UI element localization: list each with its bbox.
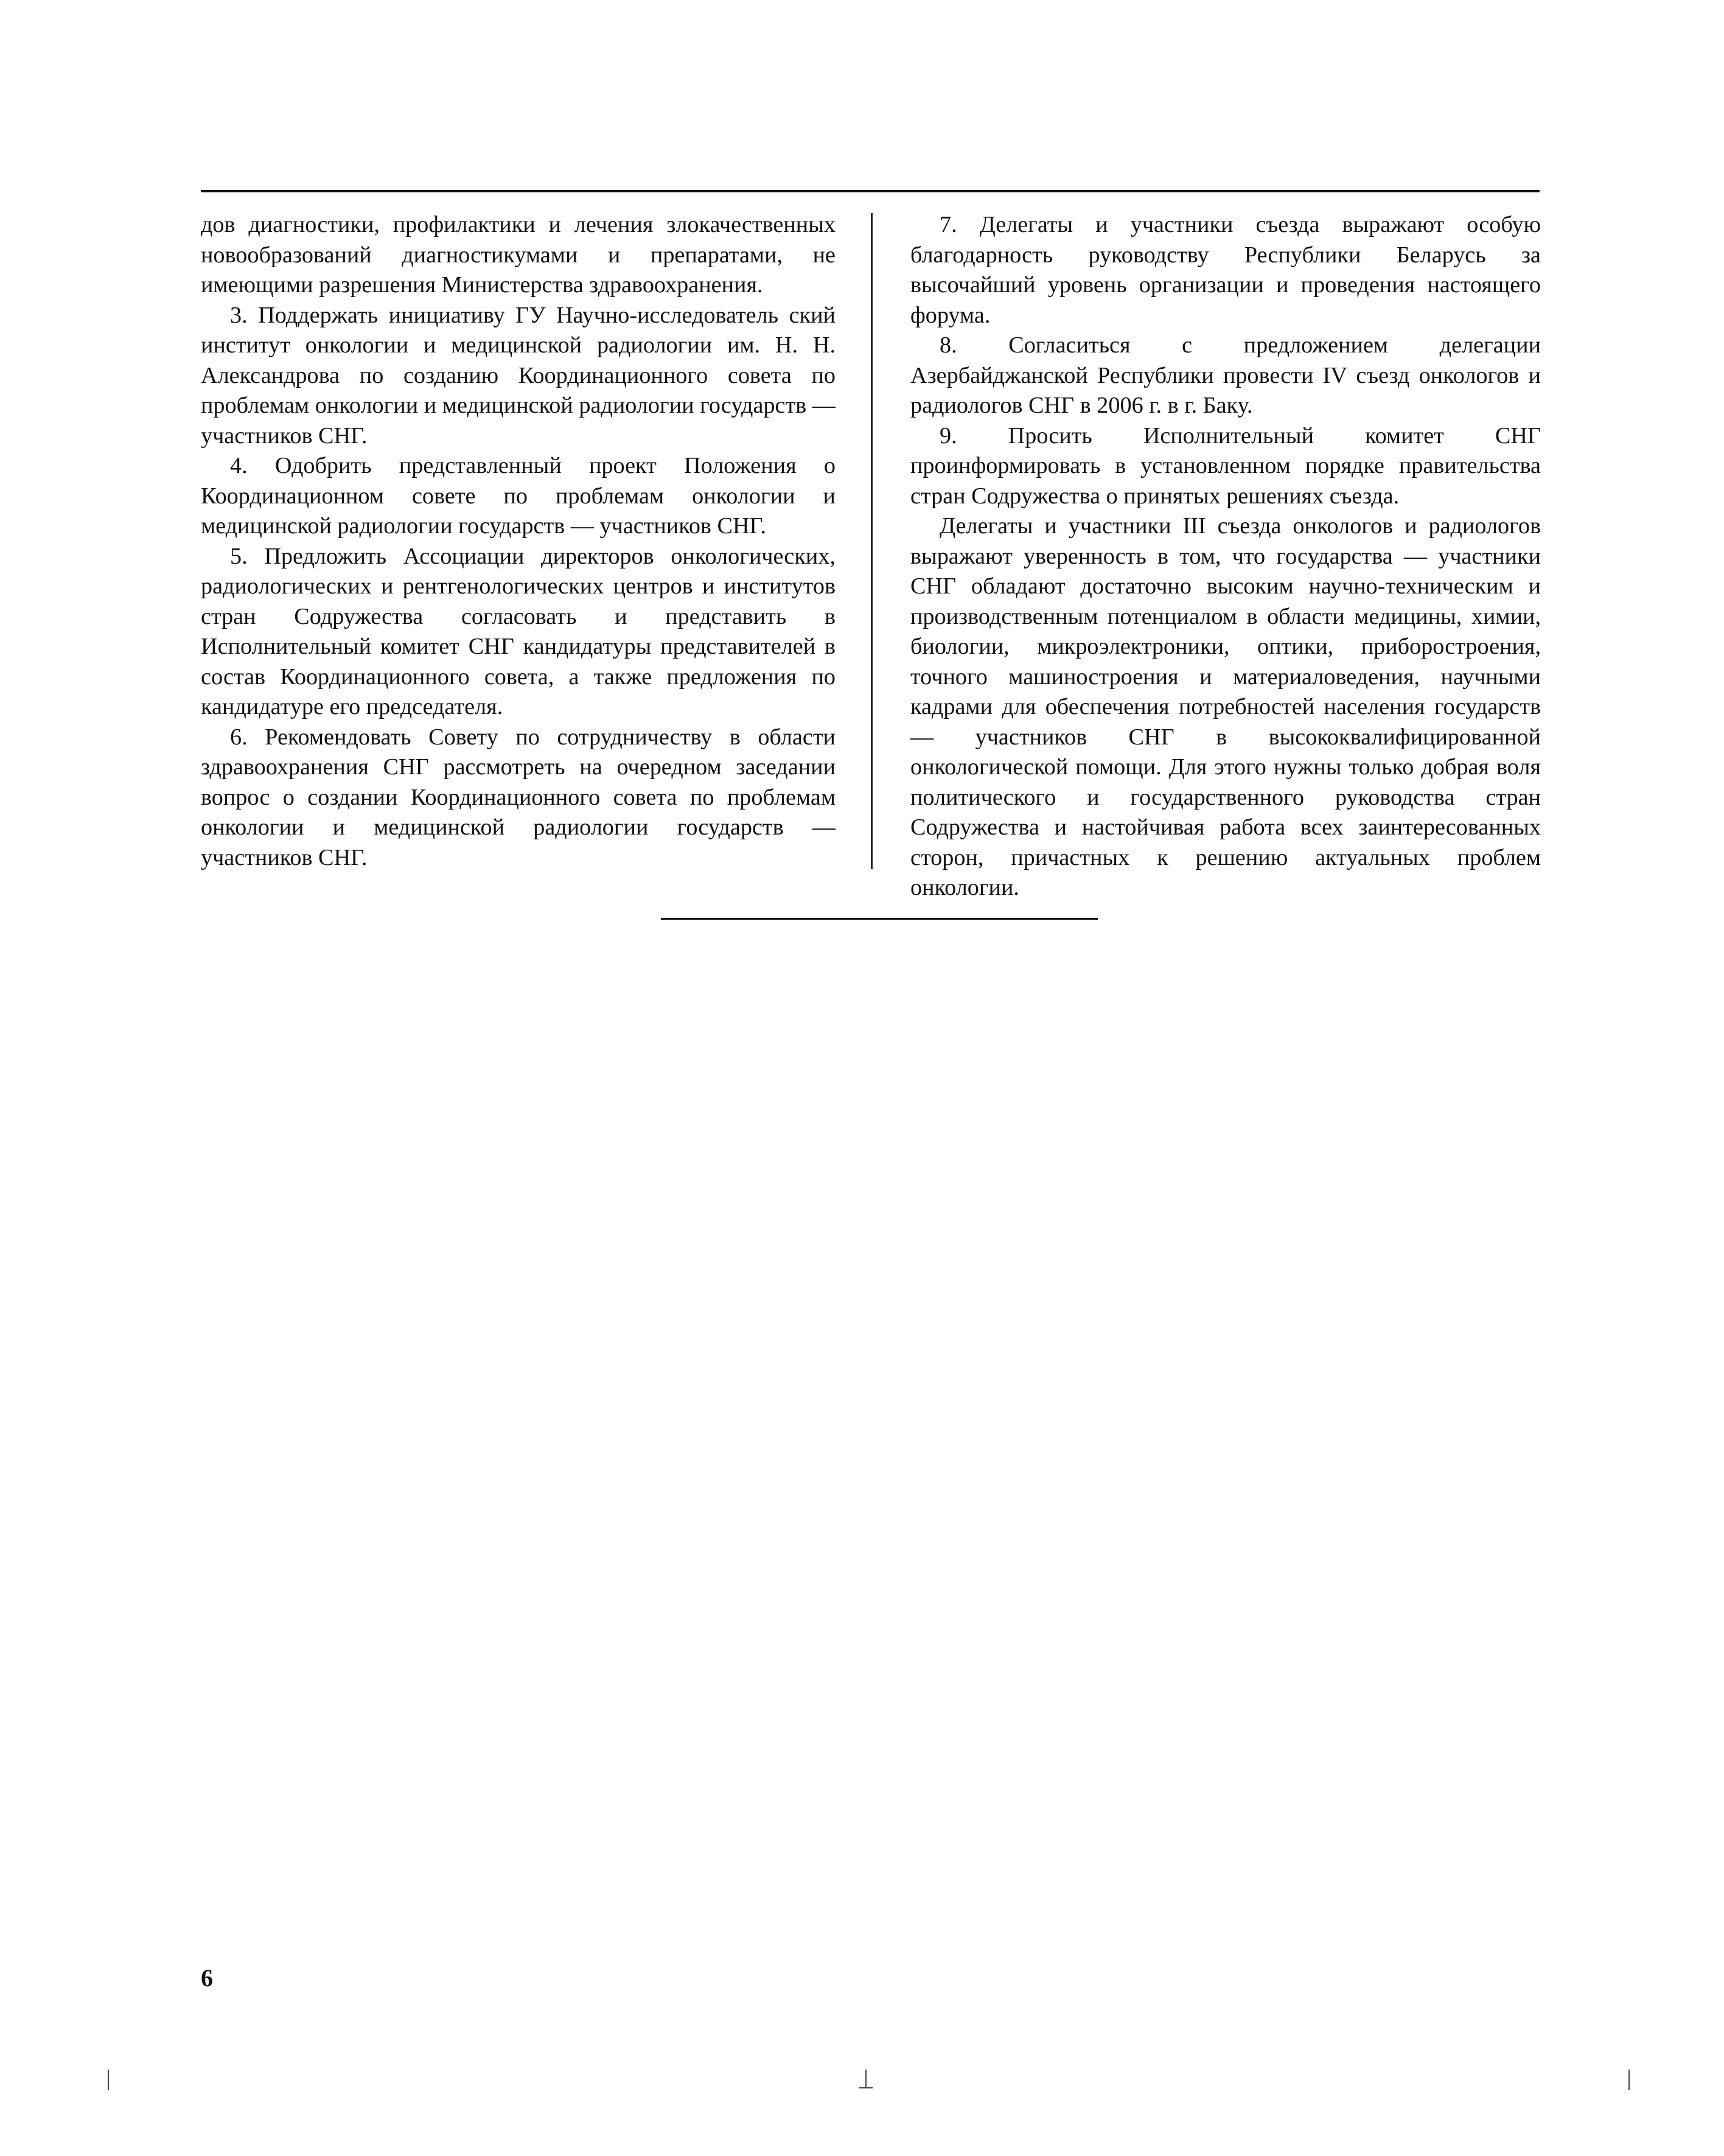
left-paragraph-continuation: дов диагностики, профилактики и лечения злокачественных новообразований диагностикумами и препаратами, не имеющими разрешения Министерства здравоохранения. (201, 212, 836, 298)
left-column (201, 210, 836, 873)
crop-mark-left (108, 2070, 109, 2090)
left-paragraph-item-6: 6. Рекомендовать Совету по сотрудничеству в области здравоохранения СНГ рассмотреть на очередном заседании вопрос о создании Координационного совета по проблемам онкологии и медицинской радиологии государств — участников СНГ. (201, 724, 836, 870)
page-number: 6 (201, 1964, 213, 1992)
top-rule (201, 190, 1540, 192)
left-paragraph-item-4: 4. Одобрить представленный проект Положения о Координационном совете по проблемам онкологии и медицинской радиологии государств — участников СНГ. (201, 453, 836, 539)
crop-mark-center-base (859, 2087, 873, 2088)
crop-mark-right (1628, 2070, 1630, 2090)
right-paragraph-item-7: 7. Делегаты и участники съезда выражают особую благодарность руководству Республики Беларусь за высочайший уровень организации и проведения настоящего форума. (910, 212, 1541, 328)
end-of-article-rule (661, 918, 1098, 920)
right-paragraph-item-9: 9. Просить Исполнительный комитет СНГ проинформировать в установленном порядке правительства стран Содружества о принятых решениях съезда. (910, 422, 1541, 509)
crop-mark-center (865, 2070, 867, 2088)
right-paragraph-conclusion: Делегаты и участники III съезда онкологов и радиологов выражают уверенность в том, что государства — участники СНГ обладают достаточно высоким научно-техническим и производственным потенциалом в области медицины, химии, биологии, микроэлектроники, оптики, приборостроения, точного машиностроения и материаловедения, научными кадрами для обеспечения потребностей населения государств — участников СНГ в высококвалифицированной онкологической помощи. Для этого нужны только добрая воля политического и государственного руководства стран Содружества и настойчивая работа всех заинтересованных сторон, причастных к решению актуальных проблем онкологии. (910, 513, 1541, 900)
left-paragraph-item-3: 3. Поддержать инициативу ГУ Научно-исследователь ский институт онкологии и медицинской радиологии им. Н. Н. Александрова по созданию Координационного совета по проблемам онкологии и медицинской радиологии государств — участников СНГ. (201, 302, 836, 449)
right-paragraph-item-8: 8. Согласиться с предложением делегации Азербайджанской Республики провести IV съезд онкологов и радиологов СНГ в 2006 г. в г. Баку. (910, 332, 1541, 418)
left-paragraph-item-5: 5. Предложить Ассоциации директоров онкологических, радиологических и рентгенологических центров и институтов стран Содружества согласовать и представить в Исполнительный комитет СНГ кандидатуры представителей в состав Координационного совета, а также предложения по кандидатуре его председателя. (201, 543, 836, 719)
right-column (910, 210, 1541, 903)
column-divider (871, 213, 873, 869)
